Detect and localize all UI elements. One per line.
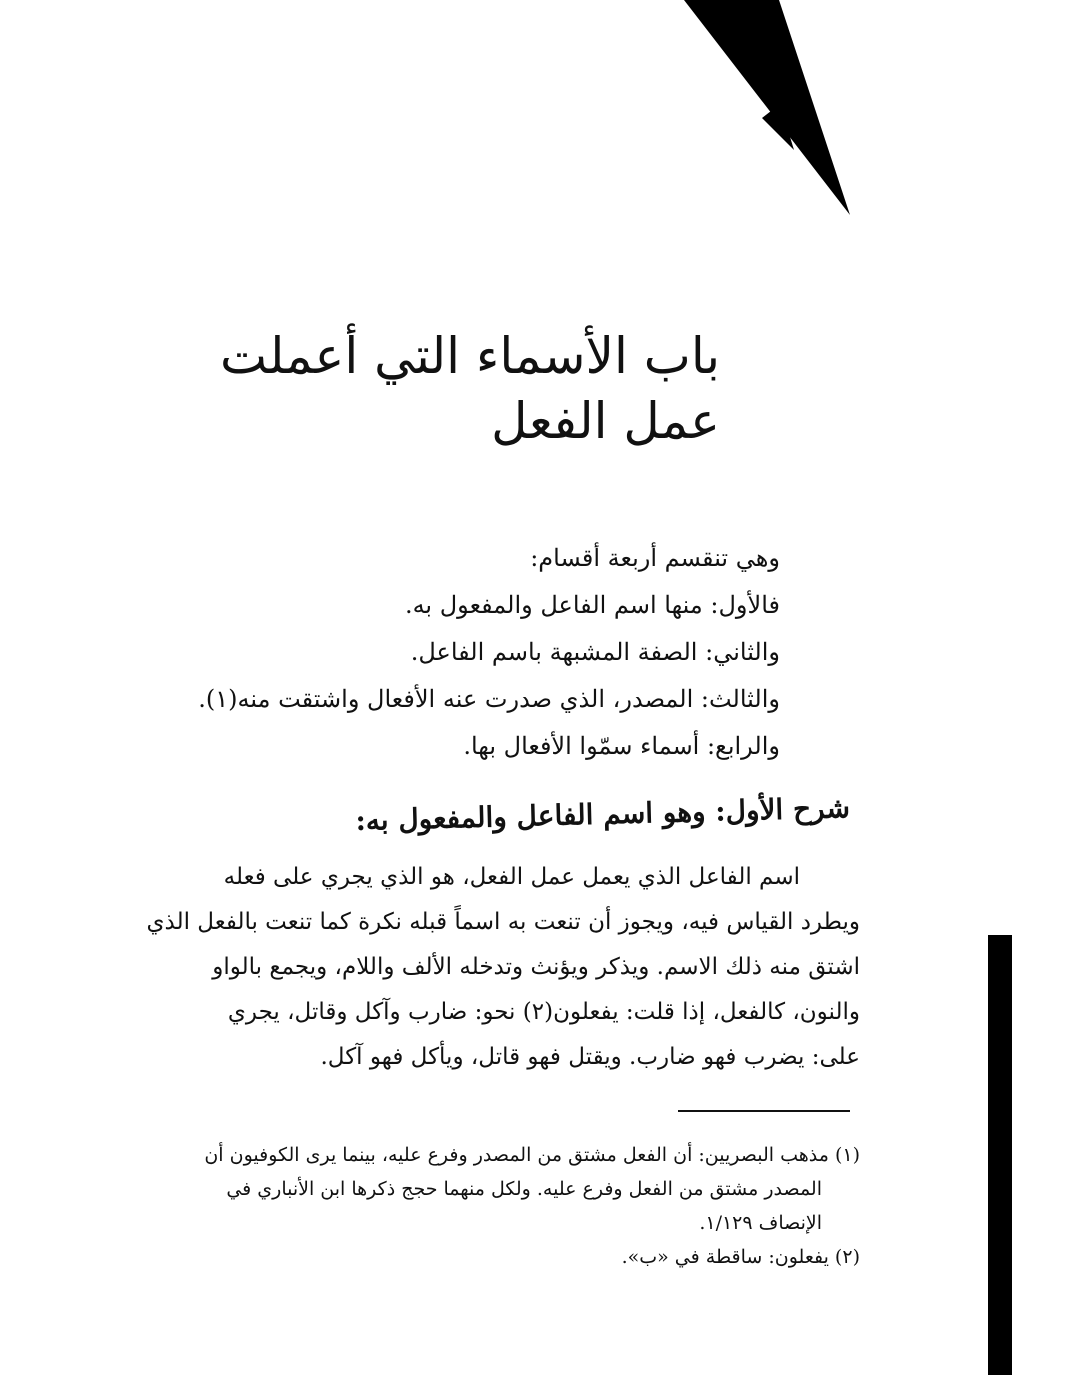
intro-item: والثاني: الصفة المشبهة باسم الفاعل. [410,638,780,666]
chapter-title: باب الأسماء التي أعملت عمل الفعل [219,326,720,450]
intro-item: والثالث: المصدر، الذي صدرت عنه الأفعال واشتقت منه(١). [198,685,780,713]
body-line: اسم الفاعل الذي يعمل عمل الفعل، هو الذي يجري على فعله [223,864,800,890]
scan-shadow-bar [988,935,1012,1375]
footnote-line: (١) مذهب البصريين: أن الفعل مشتق من المصدر وفرع عليه، بينما يرى الكوفيون أن [204,1144,860,1166]
body-paragraph [140,855,860,1080]
scan-shadow-triangle [684,0,854,215]
intro-list [200,535,780,770]
body-line: والنون، كالفعل، إذا قلت: يفعلون(٢) نحو: ضارب وآكل وقاتل، يجري [227,999,860,1025]
intro-item: فالأول: منها اسم الفاعل والمفعول به. [404,591,780,619]
footnotes [150,1138,860,1274]
intro-lead: وهي تنقسم أربعة أقسام: [530,544,780,572]
footnote-line: (٢) يفعلون: ساقطة في «ب». [621,1246,860,1268]
body-line: ويطرد القياس فيه، ويجوز أن تنعت به اسماً قبله نكرة كما تنعت بالفعل الذي [146,909,860,935]
body-line: اشتق منه ذلك الاسم. ويذكر ويؤنث وتدخله الألف واللام، ويجمع بالواو [212,954,860,980]
body-line: على: يضرب فهو ضارب. ويقتل فهو قاتل، ويأكل فهو آكل. [320,1044,860,1070]
footnote-separator [678,1110,850,1112]
footnote-line: الإنصاف ١/١٢٩. [699,1212,822,1234]
intro-item: والرابع: أسماء سمّوا الأفعال بها. [463,732,780,760]
section-heading: شرح الأول: وهو اسم الفاعل والمفعول به: [355,791,851,838]
footnote-line: المصدر مشتق من الفعل وفرع عليه. ولكل منهما حجج ذكرها ابن الأنباري في [226,1178,822,1200]
